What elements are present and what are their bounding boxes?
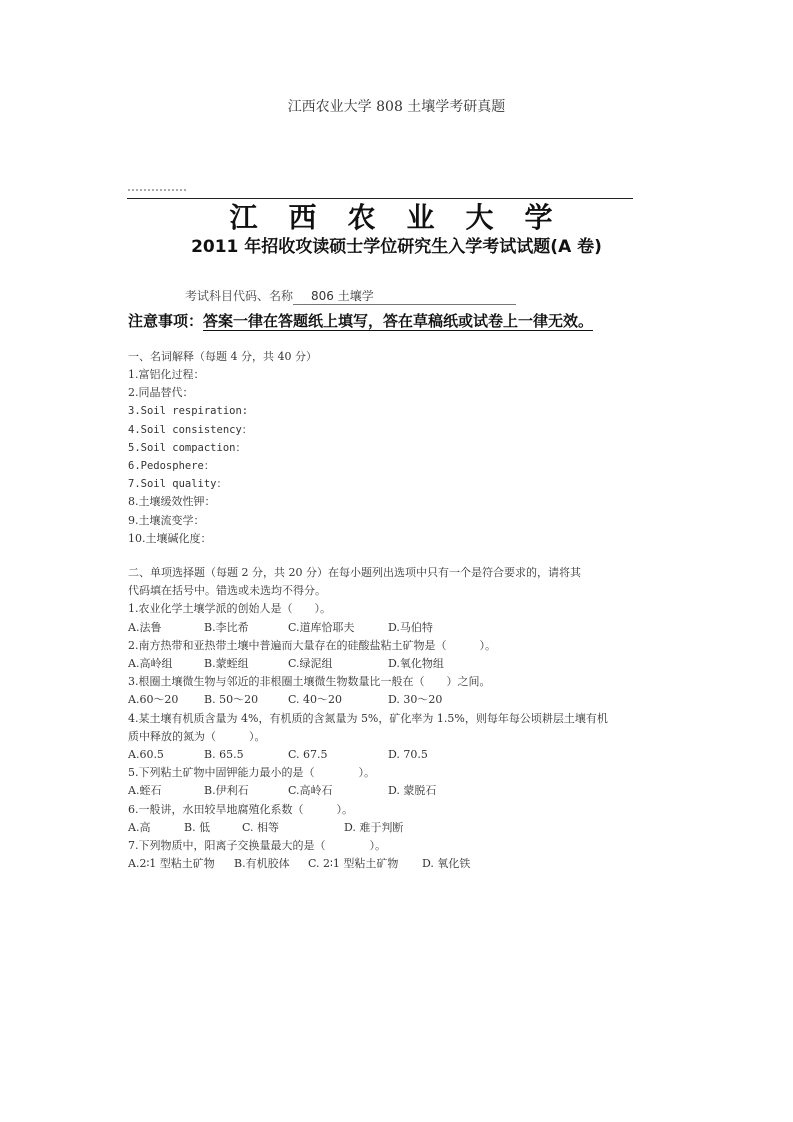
option-c: C. 相等: [242, 820, 280, 834]
list-item: 4.Soil consistency：: [128, 423, 253, 436]
option-b: B.伊利石: [204, 784, 249, 798]
list-item: 6.Pedosphere：: [128, 460, 215, 473]
option-a: A.法鲁: [128, 620, 162, 634]
option-d: D. 难于判断: [344, 820, 404, 834]
question-6: 6.一般讲，水田较旱地腐殖化系数（ ）。: [128, 802, 353, 816]
university-title: 江西农业大学: [229, 201, 584, 234]
subject-label: 考试科目代码、名称: [185, 289, 294, 303]
subject-line: [185, 287, 516, 305]
option-a: A.高岭组: [128, 657, 173, 671]
header-mark: [128, 189, 186, 191]
question-7: 7.下列物质中，阳离子交换量最大的是（ ）。: [128, 839, 386, 853]
options-7: [128, 855, 608, 873]
option-b: B.李比希: [204, 620, 249, 634]
question-2: 2.南方热带和亚热带土壤中普遍而大量存在的硅酸盐粘土矿物是（ ）。: [128, 638, 496, 652]
option-c: C. 40～20: [288, 693, 343, 707]
notice: [128, 310, 593, 331]
section2-heading-line2: 代码填在括号中。错选或未选均不得分。: [128, 584, 326, 598]
list-item: 2.同晶替代：: [128, 386, 194, 400]
option-c: C. 67.5: [288, 748, 328, 762]
option-c: C.高岭石: [288, 784, 333, 798]
option-c: C. 2∶1 型粘土矿物: [308, 857, 399, 871]
question-3: 3.根圈土壤微生物与邻近的非根圈土壤微生物数量比一般在（ ）之间。: [128, 675, 491, 689]
notice-text: 答案一律在答题纸上填写，答在草稿纸或试卷上一律无效。: [203, 312, 594, 330]
section1-heading: 一、名词解释（每题 4 分，共 40 分）: [128, 350, 317, 363]
options-3: [128, 691, 608, 709]
option-d: D. 氧化铁: [422, 857, 471, 871]
section2-heading-line1: 二、单项选择题（每题 2 分，共 20 分）在每小题列出选项中只有一个是符合要求的，请将其: [128, 566, 581, 579]
option-d: D. 蒙脱石: [388, 784, 437, 798]
notice-label: 注意事项：: [128, 312, 204, 330]
option-a: A.蛭石: [128, 784, 162, 798]
option-a: A.高: [128, 820, 151, 834]
list-item: 10.土壤碱化度：: [128, 531, 212, 545]
option-d: D. 70.5: [388, 748, 428, 762]
exam-title: 2011 年招收攻读硕士学位研究生入学考试试题(A 卷): [191, 237, 602, 257]
option-d: D.马伯特: [388, 620, 433, 634]
list-item: 7.Soil quality：: [128, 478, 228, 491]
question-1: 1.农业化学土壤学派的创始人是（ ）。: [128, 602, 331, 616]
list-item: 9.土壤流变学：: [128, 513, 205, 527]
option-a: A.60.5: [128, 748, 164, 762]
option-b: B.有机胶体: [234, 857, 290, 871]
option-a: A.60～20: [128, 693, 179, 707]
option-b: B. 低: [184, 820, 211, 834]
page-header: 江西农业大学 808 土壤学考研真题: [287, 99, 506, 115]
question-4: 4.某土壤有机质含量为 4%，有机质的含氮量为 5%，矿化率为 1.5%，则每年每公顷耕层土壤有机: [128, 711, 608, 725]
options-6: [128, 819, 608, 837]
option-b: B. 50～20: [204, 693, 259, 707]
options-2: [128, 655, 608, 673]
question-5: 5.下列粘土矿物中固钾能力最小的是（ ）。: [128, 766, 375, 780]
option-a: A.2∶1 型粘土矿物: [128, 857, 215, 871]
subject-value: 806 土壤学: [293, 287, 516, 305]
option-d: D.氧化物组: [388, 657, 444, 671]
list-item: 3.Soil respiration:: [128, 405, 249, 418]
option-c: C.绿泥组: [288, 657, 333, 671]
section2: [128, 564, 608, 873]
option-b: B. 65.5: [204, 748, 244, 762]
question-4-cont: 质中释放的氮为（ ）。: [128, 729, 266, 743]
option-d: D. 30～20: [388, 693, 443, 707]
list-item: 5.Soil compaction：: [128, 441, 246, 454]
option-b: B.蒙蛭组: [204, 657, 249, 671]
list-item: 1.富铝化过程：: [128, 368, 205, 381]
options-5: [128, 782, 608, 800]
options-1: [128, 619, 608, 637]
list-item: 8.土壤缓效性钾：: [128, 495, 216, 509]
section1-list: [128, 366, 252, 548]
option-c: C.道库恰耶夫: [288, 620, 355, 634]
options-4: [128, 746, 608, 764]
